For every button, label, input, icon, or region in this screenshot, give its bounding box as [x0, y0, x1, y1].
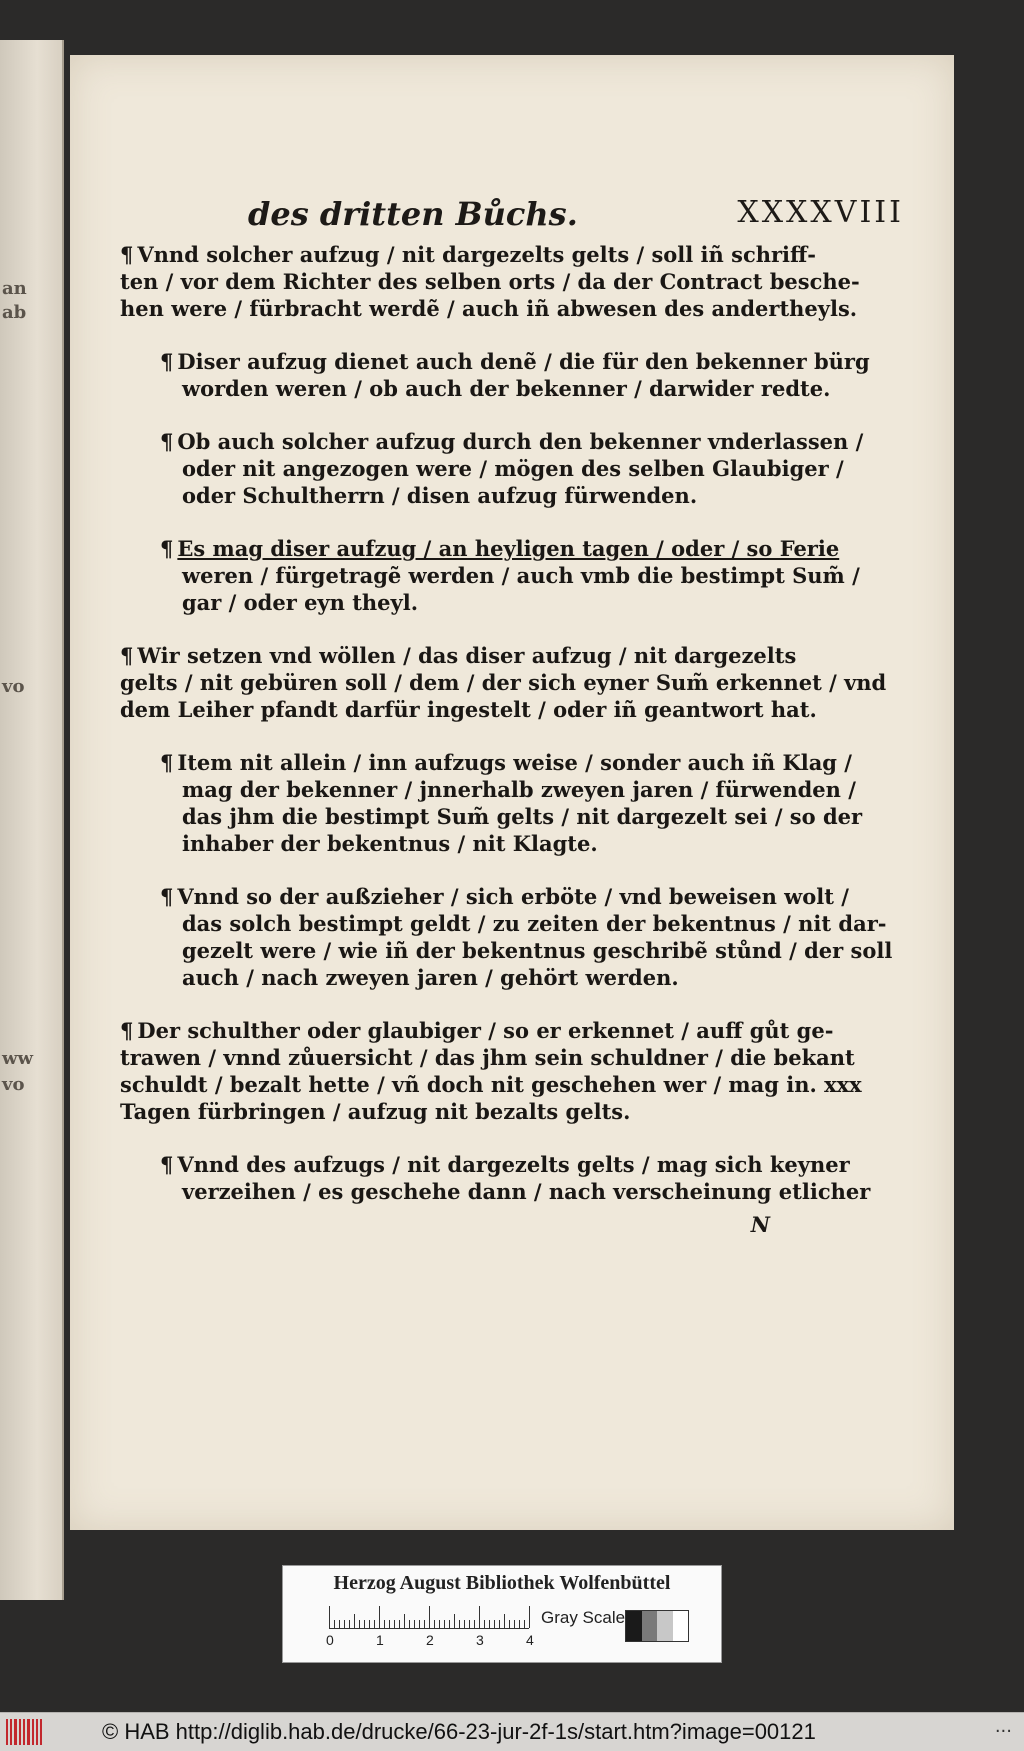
- running-header: [248, 195, 904, 239]
- paragraph: [160, 348, 870, 402]
- text-line: Tagen fürbringen / aufzug nit bezalts gelts.: [120, 1099, 631, 1124]
- pilcrow-mark: ¶: [160, 349, 174, 374]
- paragraph: [160, 749, 863, 857]
- running-title: des dritten Bůchs.: [248, 195, 578, 233]
- text-line: gezelt were / wie iñ der bekentnus geschribẽ stůnd / der soll: [182, 938, 893, 963]
- library-name: Herzog August Bibliothek Wolfenbüttel: [333, 1572, 671, 1594]
- side-fragment: vo: [2, 676, 25, 697]
- text-line: ¶ Es mag diser aufzug / an heyligen tagen / oder / so Ferie: [160, 536, 840, 561]
- copyright-url[interactable]: © HAB http://diglib.hab.de/drucke/66-23-jur-2f-1s/start.htm?image=00121: [102, 1719, 816, 1744]
- gray-scale-swatches: [625, 1610, 689, 1642]
- more-menu-icon[interactable]: ···: [994, 1721, 1012, 1742]
- body-text: [106, 241, 893, 1238]
- scale-number: 1: [376, 1632, 384, 1648]
- color-calibration-bar: [282, 1565, 722, 1663]
- text-line: oder Schultherrn / disen aufzug fürwenden.: [182, 483, 698, 508]
- text-line: ¶ Vnnd solcher aufzug / nit dargezelts gelts / soll iñ schriff-: [120, 242, 816, 267]
- pilcrow-mark: ¶: [120, 1018, 134, 1043]
- pilcrow-mark: ¶: [160, 536, 174, 561]
- text-line: ¶ Vnnd so der außzieher / sich erböte / vnd beweisen wolt /: [160, 884, 849, 909]
- hab-logo-icon: [6, 1719, 50, 1745]
- scale-number: 4: [526, 1632, 534, 1648]
- text-line: gar / oder eyn theyl.: [182, 590, 419, 615]
- text-line: schuldt / bezalt hette / vñ doch nit geschehen wer / mag in. xxx: [120, 1072, 862, 1097]
- text-line: ¶ Ob auch solcher aufzug durch den bekenner vnderlassen /: [160, 429, 864, 454]
- pilcrow-mark: ¶: [160, 429, 174, 454]
- text-line: auch / nach zweyen jaren / gehört werden.: [182, 965, 679, 990]
- scale-number: 0: [326, 1632, 334, 1648]
- status-bar: [0, 1712, 1024, 1751]
- paragraph: [120, 642, 887, 723]
- paragraph: [160, 428, 864, 509]
- side-fragment: ww: [2, 1048, 33, 1069]
- pilcrow-mark: ¶: [160, 1152, 174, 1177]
- paragraph: [160, 1151, 871, 1205]
- text-line: weren / fürgetragẽ werden / auch vmb die bestimpt Sum̃ /: [182, 563, 860, 588]
- gray-swatch: [657, 1611, 673, 1641]
- text-line: ¶ Vnnd des aufzugs / nit dargezelts gelts / mag sich keyner: [160, 1152, 850, 1177]
- paragraph: [160, 535, 860, 616]
- text-line: ten / vor dem Richter des selben orts / da der Contract besche-: [120, 269, 860, 294]
- text-line: mag der bekenner / jnnerhalb zweyen jaren / fürwenden /: [182, 777, 856, 802]
- pilcrow-mark: ¶: [160, 750, 174, 775]
- folio-number: XXXXVIII: [737, 195, 904, 230]
- book-page: [70, 55, 954, 1530]
- paragraph: [120, 241, 860, 322]
- scale-number: 2: [426, 1632, 434, 1648]
- gray-swatch: [642, 1611, 658, 1641]
- catchword: N: [750, 1212, 770, 1237]
- gray-swatch: [626, 1611, 642, 1641]
- text-line: oder nit angezogen were / mögen des selben Glaubiger /: [182, 456, 844, 481]
- text-line: gelts / nit gebüren soll / dem / der sich eyner Sum̃ erkennet / vnd: [120, 670, 887, 695]
- text-line: worden weren / ob auch der bekenner / darwider redte.: [182, 376, 831, 401]
- gray-swatch: [673, 1611, 689, 1641]
- text-line: das solch bestimpt geldt / zu zeiten der bekentnus / nit dar-: [182, 911, 887, 936]
- text-line: hen were / fürbracht werdẽ / auch iñ abwesen des andertheyls.: [120, 296, 858, 321]
- pilcrow-mark: ¶: [160, 884, 174, 909]
- text-line: inhaber der bekentnus / nit Klagte.: [182, 831, 598, 856]
- gray-scale-label: Gray Scale: [541, 1608, 626, 1627]
- side-fragment: an: [2, 278, 27, 299]
- text-line: ¶ Wir setzen vnd wöllen / das diser aufzug / nit dargezelts: [120, 643, 797, 668]
- text-line: ¶ Item nit allein / inn aufzugs weise / sonder auch iñ Klag /: [160, 750, 852, 775]
- text-line: das jhm die bestimpt Sum̃ gelts / nit dargezelt sei / so der: [182, 804, 863, 829]
- text-line: ¶ Diser aufzug dienet auch denẽ / die für den bekenner bürg: [160, 349, 870, 374]
- scale-ruler: [329, 1606, 529, 1629]
- side-fragment: vo: [2, 1074, 25, 1095]
- text-line: dem Leiher pfandt darfür ingestelt / oder iñ geantwort hat.: [120, 697, 817, 722]
- side-fragment: ab: [2, 302, 27, 323]
- pilcrow-mark: ¶: [120, 242, 134, 267]
- text-line: verzeihen / es geschehe dann / nach verscheinung etlicher: [182, 1179, 871, 1204]
- adjacent-page-edge: [0, 40, 64, 1600]
- text-line: ¶ Der schulther oder glaubiger / so er erkennet / auff gůt ge-: [120, 1018, 834, 1043]
- pilcrow-mark: ¶: [120, 643, 134, 668]
- paragraph: [120, 1017, 862, 1125]
- paragraph: [160, 883, 893, 991]
- text-line: trawen / vnnd zůuersicht / das jhm sein schuldner / die bekant: [120, 1045, 855, 1070]
- scale-number: 3: [476, 1632, 484, 1648]
